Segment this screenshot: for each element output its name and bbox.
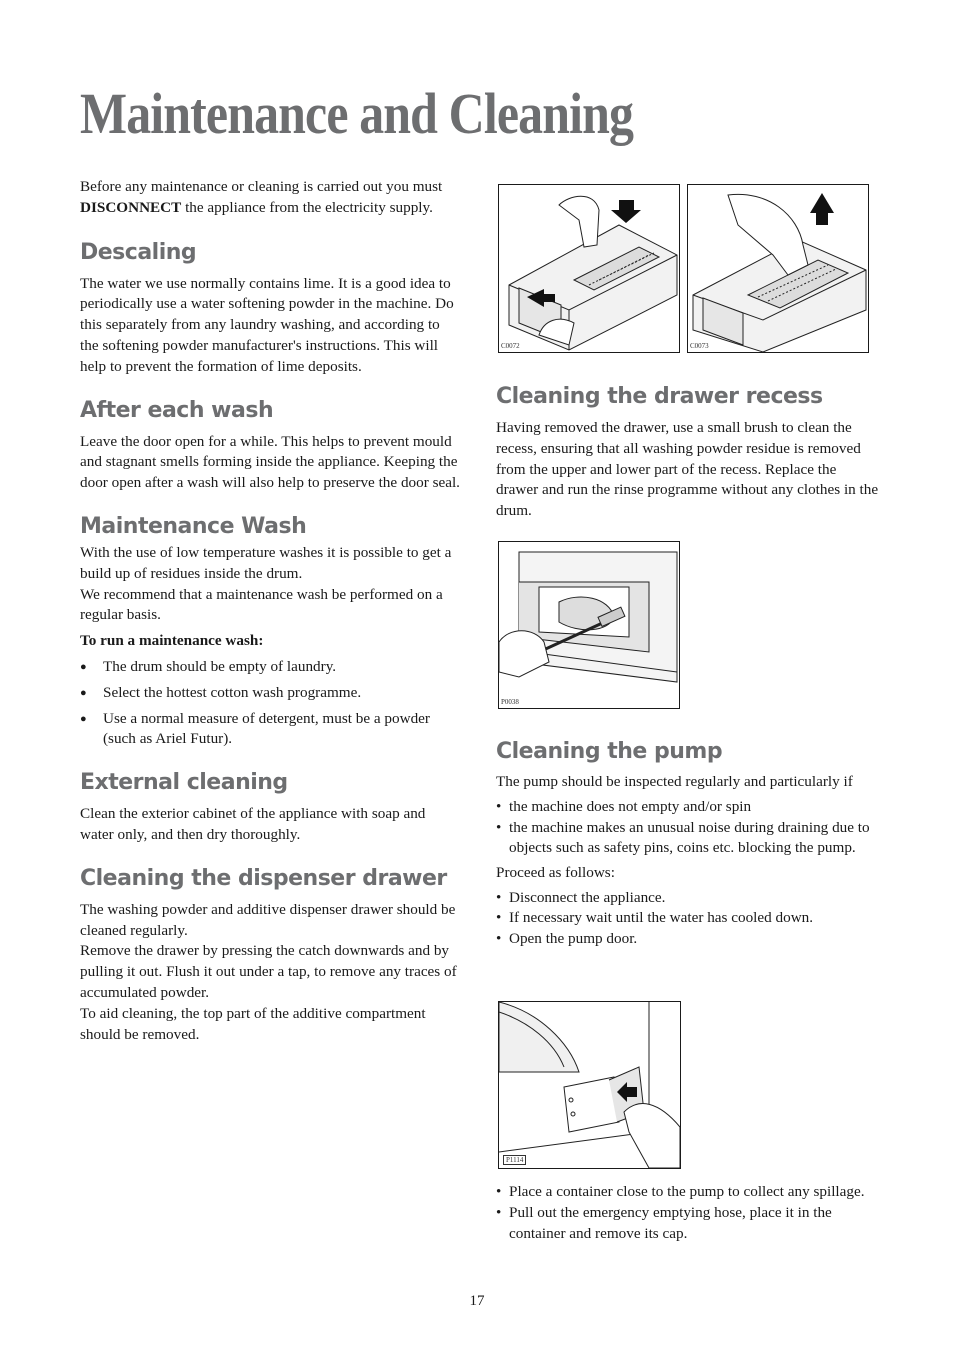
figure-code: P1114 [503,1155,526,1165]
list-item: • If necessary wait until the water has cooled down. [496,908,881,929]
left-column [80,177,460,1045]
list-item: • the machine does not empty and/or spin [496,797,881,818]
dispenser-drawer-text3: To aid cleaning, the top part of the additive compartment should be removed. [80,1004,426,1043]
pump-conditions-list [496,797,881,859]
intro-paragraph [80,177,460,219]
list-item: • Open the pump door. [496,929,881,950]
intro-after: the appliance from the electricity supply. [181,198,433,216]
pump-door-illustration [499,1002,680,1168]
maintenance-wash-heading: Maintenance Wash [80,513,307,539]
dispenser-drawer-text2: Remove the drawer by pressing the catch downwards and by pulling it out. Flush it out under a tap, to remove any traces of accumulated powder. [80,942,457,1001]
list-item: ● The drum should be empty of laundry. [80,657,460,678]
pump-steps-list [496,888,881,950]
pump-text: The pump should be inspected regularly and particularly if [496,773,853,790]
intro-before: Before any maintenance or cleaning is carried out you must [80,178,443,195]
maintenance-wash-text1: With the use of low temperature washes it is possible to get a build up of residues inside the drum. [80,543,452,582]
external-cleaning-heading: External cleaning [80,770,288,796]
pump-proceed: Proceed as follows: [496,863,615,881]
drawer-removal-illustration [499,185,679,352]
pump-steps2-list [496,1183,881,1244]
intro-bold: DISCONNECT [80,198,182,216]
figure-code: P0038 [501,698,519,706]
pump-heading: Cleaning the pump [496,739,723,764]
maintenance-wash-subheading: To run a maintenance wash: [80,632,264,650]
drawer-top-illustration [688,185,868,352]
recess-cleaning-illustration [499,542,679,708]
figure-code: C0073 [690,342,709,350]
page-title: Maintenance and Cleaning [80,81,634,146]
list-item: • Place a container close to the pump to collect any spillage. [496,1183,881,1201]
pump-steps-continued [496,1183,881,1244]
figure-pump-door [498,1001,681,1169]
drawer-recess-heading: Cleaning the drawer recess [496,384,823,409]
right-column [496,383,881,522]
external-cleaning-text: Clean the exterior cabinet of the appliance with soap and water only, and then dry thoroughly. [80,805,426,843]
descaling-heading: Descaling [80,239,197,265]
after-wash-text: Leave the door open for a while. This helps to prevent mould and stagnant smells forming inside the appliance. Keeping the door open after a wash will also help to preserve the door seal. [80,432,460,492]
list-item: ● Select the hottest cotton wash programme. [80,683,460,704]
pump-section [496,738,881,949]
list-item: • Pull out the emergency emptying hose, place it in the container and remove its cap. [496,1203,881,1244]
after-wash-heading: After each wash [80,397,274,423]
maintenance-wash-text2: We recommend that a maintenance wash be performed on a regular basis. [80,585,443,624]
list-item: ● Use a normal measure of detergent, must be a powder (such as Ariel Futur). [80,709,460,751]
list-item: • the machine makes an unusual noise during draining due to objects such as safety pins, coins etc. blocking the pump. [496,818,881,859]
figure-drawer-top [687,184,869,353]
dispenser-drawer-text1: The washing powder and additive dispenser drawer should be cleaned regularly. [80,900,456,939]
page-number: 17 [469,1293,485,1309]
figure-code: C0072 [501,342,520,350]
drawer-recess-text: Having removed the drawer, use a small brush to clean the recess, ensuring that all washing powder residue is removed from the upper and lower part of the recess. Replace the drawer and run the rinse programme without any clothes in the drum. [496,419,879,520]
maintenance-steps-list [80,657,460,750]
figure-recess-cleaning [498,541,680,709]
descaling-text: The water we use normally contains lime. It is a good idea to periodically use a water softening powder in the machine. Do this separately from any laundry washing, and according to the softening powder manufacturer's instructions. This will help to prevent the formation of lime deposits. [80,274,454,375]
dispenser-drawer-heading: Cleaning the dispenser drawer [80,865,447,891]
figure-drawer-removal [498,184,680,353]
list-item: • Disconnect the appliance. [496,888,881,909]
